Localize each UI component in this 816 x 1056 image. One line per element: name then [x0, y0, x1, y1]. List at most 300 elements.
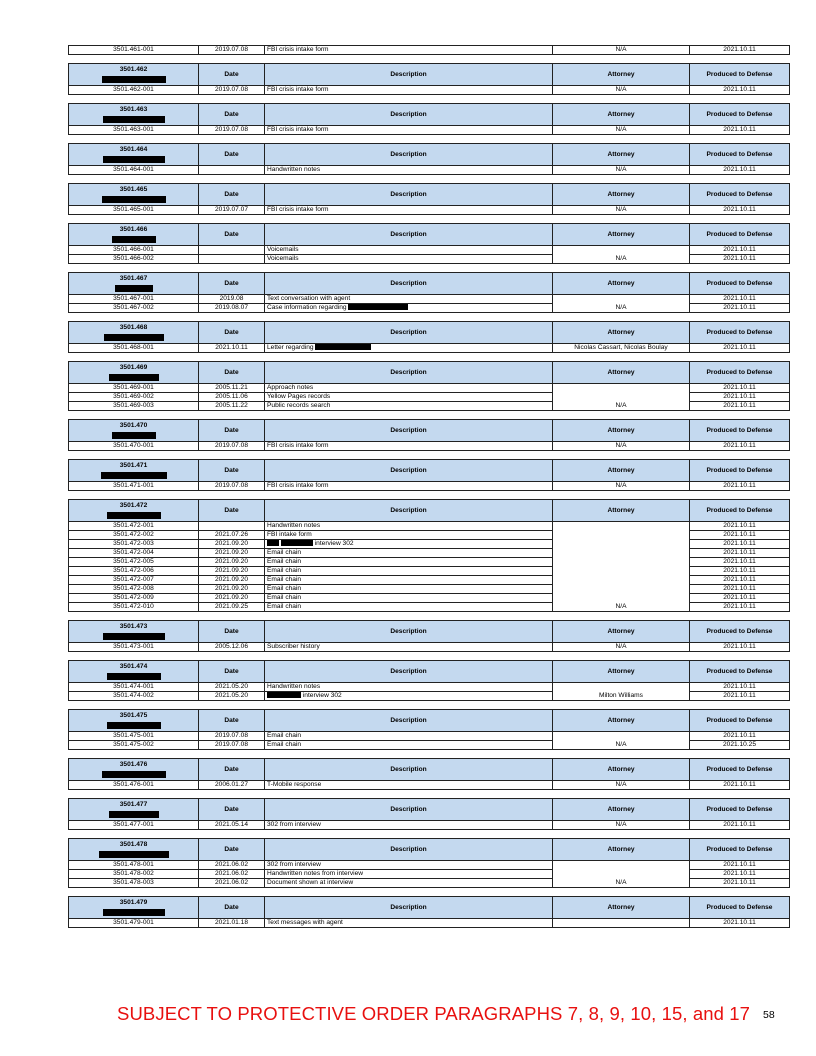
- item-id: 3501.472-005: [69, 558, 199, 567]
- redaction-bar: [103, 156, 165, 163]
- description-text: Letter regarding: [267, 344, 314, 351]
- attorney-header: Attorney: [553, 64, 690, 86]
- item-date: 2021.09.25: [199, 603, 265, 612]
- item-produced-date: 2021.10.25: [690, 741, 790, 750]
- redaction-bar: [348, 304, 408, 310]
- attorney-header: Attorney: [553, 897, 690, 919]
- exhibit-table: [68, 798, 790, 830]
- produced-header: Produced to Defense: [690, 322, 790, 344]
- table-header-row: [69, 897, 790, 919]
- redaction-bar: [103, 633, 165, 640]
- item-attorney: [553, 246, 690, 255]
- item-id: 3501.472-001: [69, 522, 199, 531]
- exhibit-id-header: [69, 104, 199, 126]
- exhibit-id-header: [69, 460, 199, 482]
- item-id: 3501.472-006: [69, 567, 199, 576]
- item-attorney: [553, 540, 690, 549]
- table-header-row: [69, 322, 790, 344]
- exhibit-id: 3501.473: [119, 623, 148, 630]
- exhibit-id-header: [69, 621, 199, 643]
- produced-header: Produced to Defense: [690, 710, 790, 732]
- item-date: 2019.07.08: [199, 482, 265, 491]
- item-description: Email chain: [265, 732, 553, 741]
- item-produced-date: 2021.10.11: [690, 206, 790, 215]
- produced-header: Produced to Defense: [690, 184, 790, 206]
- exhibit-id-header: [69, 273, 199, 295]
- table-row: [69, 206, 790, 215]
- exhibit-table: [68, 838, 790, 888]
- table-header-row: [69, 621, 790, 643]
- item-description: FBI crisis intake form: [265, 126, 553, 135]
- description-header: Description: [265, 621, 553, 643]
- item-produced-date: 2021.10.11: [690, 683, 790, 692]
- exhibit-log: [68, 45, 773, 928]
- description-header: Description: [265, 710, 553, 732]
- exhibit-id-header: [69, 661, 199, 683]
- item-attorney: [553, 384, 690, 393]
- exhibit-table: [68, 620, 790, 652]
- description-header: Description: [265, 104, 553, 126]
- attorney-header: Attorney: [553, 224, 690, 246]
- exhibit-id: 3501.465: [119, 186, 148, 193]
- table-row: [69, 558, 790, 567]
- item-produced-date: 2021.10.11: [690, 781, 790, 790]
- item-date: [199, 166, 265, 175]
- item-id: 3501.462-001: [69, 86, 199, 95]
- exhibit-id-header: [69, 897, 199, 919]
- item-date: 2021.06.02: [199, 861, 265, 870]
- item-description: Email chain: [265, 567, 553, 576]
- item-attorney: [553, 861, 690, 870]
- item-attorney: N/A: [553, 781, 690, 790]
- redaction-bar: [102, 196, 166, 203]
- item-id: 3501.464-001: [69, 166, 199, 175]
- exhibit-table: [68, 103, 790, 135]
- redaction-bar: [104, 334, 164, 341]
- table-header-row: [69, 839, 790, 861]
- item-date: 2019.08: [199, 295, 265, 304]
- exhibit-id-header: [69, 420, 199, 442]
- item-produced-date: 2021.10.11: [690, 879, 790, 888]
- date-header: Date: [199, 64, 265, 86]
- item-id: 3501.473-001: [69, 643, 199, 652]
- item-description: FBI crisis intake form: [265, 442, 553, 451]
- item-produced-date: 2021.10.11: [690, 166, 790, 175]
- item-description: Email chain: [265, 585, 553, 594]
- item-id: 3501.465-001: [69, 206, 199, 215]
- item-description: Email chain: [265, 576, 553, 585]
- item-id: 3501.475-002: [69, 741, 199, 750]
- item-id: 3501.471-001: [69, 482, 199, 491]
- produced-header: Produced to Defense: [690, 897, 790, 919]
- table-row: [69, 482, 790, 491]
- item-attorney: [553, 549, 690, 558]
- table-row: [69, 576, 790, 585]
- item-attorney: [553, 522, 690, 531]
- item-id: 3501.469-003: [69, 402, 199, 411]
- item-description: Email chain: [265, 741, 553, 750]
- attorney-header: Attorney: [553, 500, 690, 522]
- item-description: Voicemails: [265, 255, 553, 264]
- item-produced-date: 2021.10.11: [690, 585, 790, 594]
- description-text: interview 302: [314, 540, 354, 547]
- date-header: Date: [199, 104, 265, 126]
- item-produced-date: 2021.10.11: [690, 255, 790, 264]
- item-id: 3501.467-002: [69, 304, 199, 313]
- item-description: Yellow Pages records: [265, 393, 553, 402]
- item-produced-date: 2021.10.11: [690, 393, 790, 402]
- exhibit-id: 3501.475: [119, 712, 148, 719]
- item-attorney: N/A: [553, 442, 690, 451]
- item-produced-date: 2021.10.11: [690, 482, 790, 491]
- redaction-bar: [267, 692, 301, 698]
- redaction-bar: [102, 76, 166, 83]
- item-attorney: N/A: [553, 46, 690, 55]
- item-description: Email chain: [265, 549, 553, 558]
- item-attorney: [553, 558, 690, 567]
- table-row: [69, 402, 790, 411]
- item-description: [265, 344, 553, 353]
- item-date: [199, 246, 265, 255]
- table-row: [69, 781, 790, 790]
- item-id: 3501.461-001: [69, 46, 199, 55]
- produced-header: Produced to Defense: [690, 420, 790, 442]
- attorney-header: Attorney: [553, 799, 690, 821]
- exhibit-id: 3501.469: [119, 364, 148, 371]
- item-produced-date: 2021.10.11: [690, 402, 790, 411]
- item-attorney: N/A: [553, 482, 690, 491]
- item-id: 3501.470-001: [69, 442, 199, 451]
- item-description: Public records search: [265, 402, 553, 411]
- item-attorney: [553, 576, 690, 585]
- item-attorney: Nicolas Cassart, Nicolas Boulay: [553, 344, 690, 353]
- item-produced-date: 2021.10.11: [690, 442, 790, 451]
- attorney-header: Attorney: [553, 839, 690, 861]
- redaction-bar: [281, 540, 313, 546]
- exhibit-table: [68, 223, 790, 264]
- table-header-row: [69, 184, 790, 206]
- produced-header: Produced to Defense: [690, 759, 790, 781]
- table-header-row: [69, 224, 790, 246]
- table-row: [69, 86, 790, 95]
- redaction-bar: [102, 771, 166, 778]
- exhibit-table: [68, 660, 790, 701]
- item-id: 3501.463-001: [69, 126, 199, 135]
- exhibit-table: [68, 896, 790, 928]
- item-produced-date: 2021.10.11: [690, 384, 790, 393]
- table-row: [69, 683, 790, 692]
- table-row: [69, 344, 790, 353]
- item-attorney: N/A: [553, 741, 690, 750]
- description-header: Description: [265, 460, 553, 482]
- item-produced-date: 2021.10.11: [690, 821, 790, 830]
- item-date: 2021.10.11: [199, 344, 265, 353]
- exhibit-table: [68, 758, 790, 790]
- item-attorney: [553, 295, 690, 304]
- item-description: FBI crisis intake form: [265, 206, 553, 215]
- item-date: 2019.07.08: [199, 741, 265, 750]
- produced-header: Produced to Defense: [690, 621, 790, 643]
- exhibit-id: 3501.474: [119, 663, 148, 670]
- table-row: [69, 442, 790, 451]
- exhibit-id: 3501.463: [119, 106, 148, 113]
- item-produced-date: 2021.10.11: [690, 603, 790, 612]
- item-date: [199, 522, 265, 531]
- item-produced-date: 2021.10.11: [690, 919, 790, 928]
- table-row: [69, 393, 790, 402]
- item-id: 3501.472-004: [69, 549, 199, 558]
- exhibit-id-header: [69, 500, 199, 522]
- exhibit-table: [68, 709, 790, 750]
- exhibit-table: [68, 361, 790, 411]
- table-header-row: [69, 710, 790, 732]
- table-row: [69, 304, 790, 313]
- table-row: [69, 255, 790, 264]
- exhibit-id-header: [69, 184, 199, 206]
- item-date: 2019.07.08: [199, 46, 265, 55]
- item-description: [265, 540, 553, 549]
- description-header: Description: [265, 362, 553, 384]
- table-row: [69, 603, 790, 612]
- item-produced-date: 2021.10.11: [690, 540, 790, 549]
- exhibit-id: 3501.468: [119, 324, 148, 331]
- exhibit-id: 3501.472: [119, 502, 148, 509]
- item-id: 3501.477-001: [69, 821, 199, 830]
- produced-header: Produced to Defense: [690, 500, 790, 522]
- attorney-header: Attorney: [553, 322, 690, 344]
- exhibit-table: [68, 183, 790, 215]
- item-id: 3501.472-003: [69, 540, 199, 549]
- table-header-row: [69, 759, 790, 781]
- item-id: 3501.479-001: [69, 919, 199, 928]
- item-date: 2021.07.26: [199, 531, 265, 540]
- item-id: 3501.472-009: [69, 594, 199, 603]
- item-attorney: [553, 683, 690, 692]
- description-header: Description: [265, 273, 553, 295]
- date-header: Date: [199, 144, 265, 166]
- exhibit-table: [68, 419, 790, 451]
- exhibit-id-header: [69, 322, 199, 344]
- table-header-row: [69, 460, 790, 482]
- exhibit-id: 3501.471: [119, 462, 148, 469]
- item-produced-date: 2021.10.11: [690, 861, 790, 870]
- item-attorney: N/A: [553, 603, 690, 612]
- date-header: Date: [199, 897, 265, 919]
- table-row: [69, 522, 790, 531]
- redaction-bar: [107, 673, 161, 680]
- item-produced-date: 2021.10.11: [690, 692, 790, 701]
- exhibit-id-header: [69, 759, 199, 781]
- item-produced-date: 2021.10.11: [690, 558, 790, 567]
- item-attorney: [553, 594, 690, 603]
- date-header: Date: [199, 661, 265, 683]
- item-description: Email chain: [265, 558, 553, 567]
- redaction-bar: [115, 285, 153, 292]
- item-id: 3501.472-007: [69, 576, 199, 585]
- exhibit-id-header: [69, 362, 199, 384]
- table-header-row: [69, 104, 790, 126]
- item-id: 3501.474-002: [69, 692, 199, 701]
- item-attorney: N/A: [553, 304, 690, 313]
- item-id: 3501.469-002: [69, 393, 199, 402]
- redaction-bar: [103, 116, 165, 123]
- exhibit-id: 3501.478: [119, 841, 148, 848]
- continued-table: [68, 45, 790, 55]
- date-header: Date: [199, 759, 265, 781]
- table-row: [69, 692, 790, 701]
- item-produced-date: 2021.10.11: [690, 870, 790, 879]
- redaction-bar: [267, 540, 279, 546]
- item-date: 2021.05.14: [199, 821, 265, 830]
- item-id: 3501.474-001: [69, 683, 199, 692]
- exhibit-id-header: [69, 799, 199, 821]
- table-header-row: [69, 144, 790, 166]
- item-produced-date: 2021.10.11: [690, 46, 790, 55]
- item-date: 2021.09.20: [199, 594, 265, 603]
- exhibit-id: 3501.464: [119, 146, 148, 153]
- attorney-header: Attorney: [553, 661, 690, 683]
- item-date: 2019.07.08: [199, 126, 265, 135]
- item-produced-date: 2021.10.11: [690, 304, 790, 313]
- table-row: [69, 870, 790, 879]
- item-produced-date: 2021.10.11: [690, 549, 790, 558]
- protective-order-footer: SUBJECT TO PROTECTIVE ORDER PARAGRAPHS 7, 8, 9, 10, 15, and 17: [117, 1003, 751, 1024]
- item-date: 2005.11.22: [199, 402, 265, 411]
- exhibit-id: 3501.477: [119, 801, 148, 808]
- exhibit-table: [68, 272, 790, 313]
- table-header-row: [69, 661, 790, 683]
- item-description: FBI crisis intake form: [265, 46, 553, 55]
- date-header: Date: [199, 710, 265, 732]
- item-attorney: [553, 870, 690, 879]
- item-id: 3501.478-002: [69, 870, 199, 879]
- item-description: Document shown at interview: [265, 879, 553, 888]
- table-row: [69, 126, 790, 135]
- item-date: 2005.11.21: [199, 384, 265, 393]
- attorney-header: Attorney: [553, 759, 690, 781]
- date-header: Date: [199, 460, 265, 482]
- produced-header: Produced to Defense: [690, 273, 790, 295]
- produced-header: Produced to Defense: [690, 144, 790, 166]
- item-produced-date: 2021.10.11: [690, 126, 790, 135]
- table-header-row: [69, 420, 790, 442]
- redaction-bar: [109, 811, 159, 818]
- description-header: Description: [265, 500, 553, 522]
- description-header: Description: [265, 144, 553, 166]
- item-description: Email chain: [265, 594, 553, 603]
- description-text: interview 302: [302, 692, 342, 699]
- item-produced-date: 2021.10.11: [690, 344, 790, 353]
- item-description: 302 from interview: [265, 861, 553, 870]
- exhibit-id: 3501.479: [119, 899, 148, 906]
- item-description: FBI crisis intake form: [265, 482, 553, 491]
- item-produced-date: 2021.10.11: [690, 522, 790, 531]
- exhibit-table: [68, 143, 790, 175]
- item-date: 2021.06.02: [199, 879, 265, 888]
- item-produced-date: 2021.10.11: [690, 246, 790, 255]
- item-produced-date: 2021.10.11: [690, 643, 790, 652]
- item-date: 2021.09.20: [199, 558, 265, 567]
- item-description: [265, 692, 553, 701]
- exhibit-table: [68, 63, 790, 95]
- table-row: [69, 594, 790, 603]
- page-number: 58: [763, 1009, 775, 1021]
- item-produced-date: 2021.10.11: [690, 295, 790, 304]
- item-id: 3501.472-010: [69, 603, 199, 612]
- produced-header: Produced to Defense: [690, 224, 790, 246]
- item-produced-date: 2021.10.11: [690, 576, 790, 585]
- item-attorney: N/A: [553, 821, 690, 830]
- description-header: Description: [265, 839, 553, 861]
- item-date: 2021.06.02: [199, 870, 265, 879]
- exhibit-table: [68, 321, 790, 353]
- item-date: 2021.01.18: [199, 919, 265, 928]
- produced-header: Produced to Defense: [690, 104, 790, 126]
- produced-header: Produced to Defense: [690, 460, 790, 482]
- exhibit-id: 3501.467: [119, 275, 148, 282]
- item-attorney: N/A: [553, 879, 690, 888]
- description-text: Case information regarding: [267, 304, 347, 311]
- redaction-bar: [103, 909, 165, 916]
- date-header: Date: [199, 839, 265, 861]
- table-row: [69, 384, 790, 393]
- item-description: Handwritten notes from interview: [265, 870, 553, 879]
- date-header: Date: [199, 184, 265, 206]
- attorney-header: Attorney: [553, 362, 690, 384]
- item-attorney: N/A: [553, 643, 690, 652]
- item-description: FBI crisis intake form: [265, 86, 553, 95]
- table-row: [69, 166, 790, 175]
- description-header: Description: [265, 64, 553, 86]
- item-id: 3501.475-001: [69, 732, 199, 741]
- table-row: [69, 741, 790, 750]
- exhibit-id-header: [69, 144, 199, 166]
- table-row: [69, 549, 790, 558]
- item-date: 2005.12.06: [199, 643, 265, 652]
- item-id: 3501.478-003: [69, 879, 199, 888]
- description-header: Description: [265, 420, 553, 442]
- item-attorney: [553, 393, 690, 402]
- table-row: [69, 821, 790, 830]
- exhibit-table: [68, 459, 790, 491]
- item-produced-date: 2021.10.11: [690, 732, 790, 741]
- redaction-bar: [112, 236, 156, 243]
- produced-header: Produced to Defense: [690, 799, 790, 821]
- item-description: Handwritten notes: [265, 683, 553, 692]
- attorney-header: Attorney: [553, 273, 690, 295]
- table-row: [69, 643, 790, 652]
- exhibit-id-header: [69, 224, 199, 246]
- exhibit-id-header: [69, 839, 199, 861]
- item-description: Voicemails: [265, 246, 553, 255]
- description-header: Description: [265, 897, 553, 919]
- table-row: [69, 531, 790, 540]
- exhibit-table: [68, 499, 790, 612]
- item-date: 2019.08.07: [199, 304, 265, 313]
- item-attorney: Milton Williams: [553, 692, 690, 701]
- produced-header: Produced to Defense: [690, 839, 790, 861]
- item-date: 2021.05.20: [199, 683, 265, 692]
- description-header: Description: [265, 661, 553, 683]
- description-header: Description: [265, 759, 553, 781]
- date-header: Date: [199, 224, 265, 246]
- table-header-row: [69, 64, 790, 86]
- attorney-header: Attorney: [553, 184, 690, 206]
- item-attorney: N/A: [553, 126, 690, 135]
- item-date: 2005.11.06: [199, 393, 265, 402]
- redaction-bar: [107, 512, 161, 519]
- item-description: Subscriber history: [265, 643, 553, 652]
